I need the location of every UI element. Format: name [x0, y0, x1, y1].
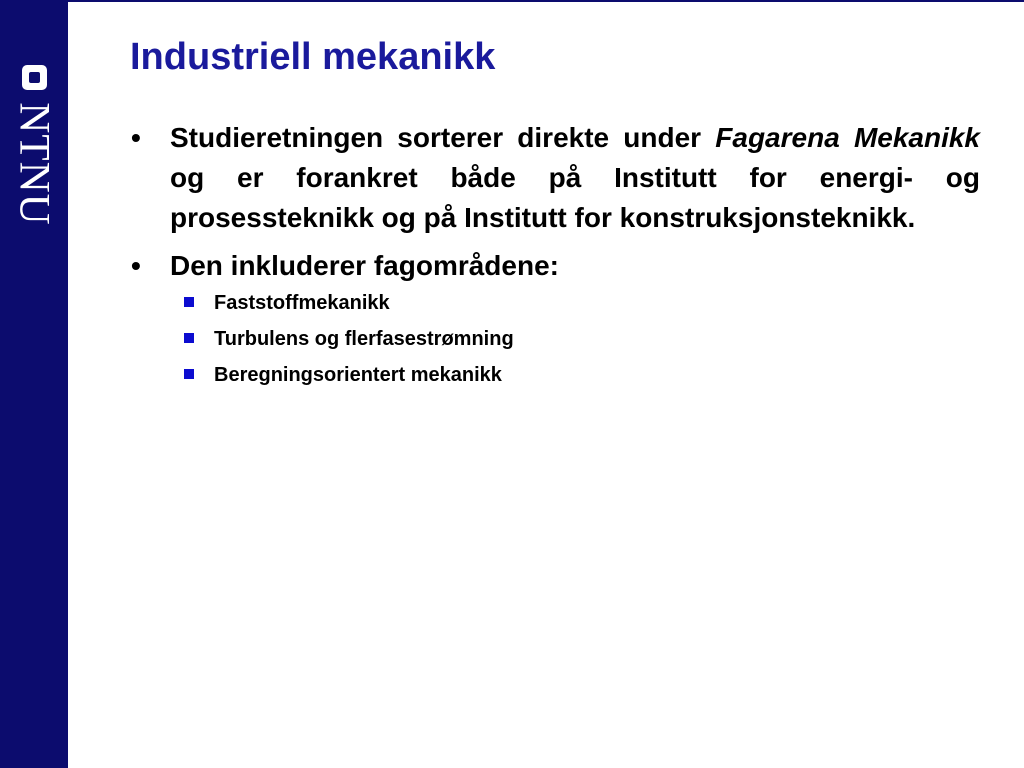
- sub-item: [184, 362, 980, 388]
- sub-item-label: Faststoffmekanikk: [214, 292, 390, 314]
- square-bullet-icon: [184, 333, 194, 343]
- bullet-1-text-end: og er forankret både på Institutt for energi- og prosessteknikk og på Institutt for konstruksjonsteknikk.: [170, 162, 980, 233]
- bullet-item-1: [131, 118, 980, 238]
- sub-item: [184, 290, 980, 316]
- bullet-1-italic-term: Fagarena Mekanikk: [715, 122, 981, 153]
- top-border: [68, 0, 1024, 2]
- ntnu-logo-icon: [21, 64, 48, 91]
- sub-item: [184, 326, 980, 352]
- slide-title: Industriell mekanikk: [130, 36, 496, 78]
- subitem-list: [131, 290, 980, 388]
- bullet-1-text-start: Studieretningen sorterer direkte under: [170, 122, 716, 153]
- bullet-item-2: [131, 246, 980, 286]
- sub-item-label: Turbulens og flerfasestrømning: [214, 328, 514, 350]
- square-bullet-icon: [184, 297, 194, 307]
- ntnu-wordmark: NTNU: [10, 102, 58, 226]
- bullet-dot: •: [131, 250, 141, 281]
- bullet-2-text: Den inkluderer fagområdene:: [170, 250, 559, 281]
- slide-content: [131, 118, 980, 398]
- bullet-dot: •: [131, 122, 141, 153]
- square-bullet-icon: [184, 369, 194, 379]
- brand-sidebar: [0, 0, 68, 768]
- sub-item-label: Beregningsorientert mekanikk: [214, 364, 502, 386]
